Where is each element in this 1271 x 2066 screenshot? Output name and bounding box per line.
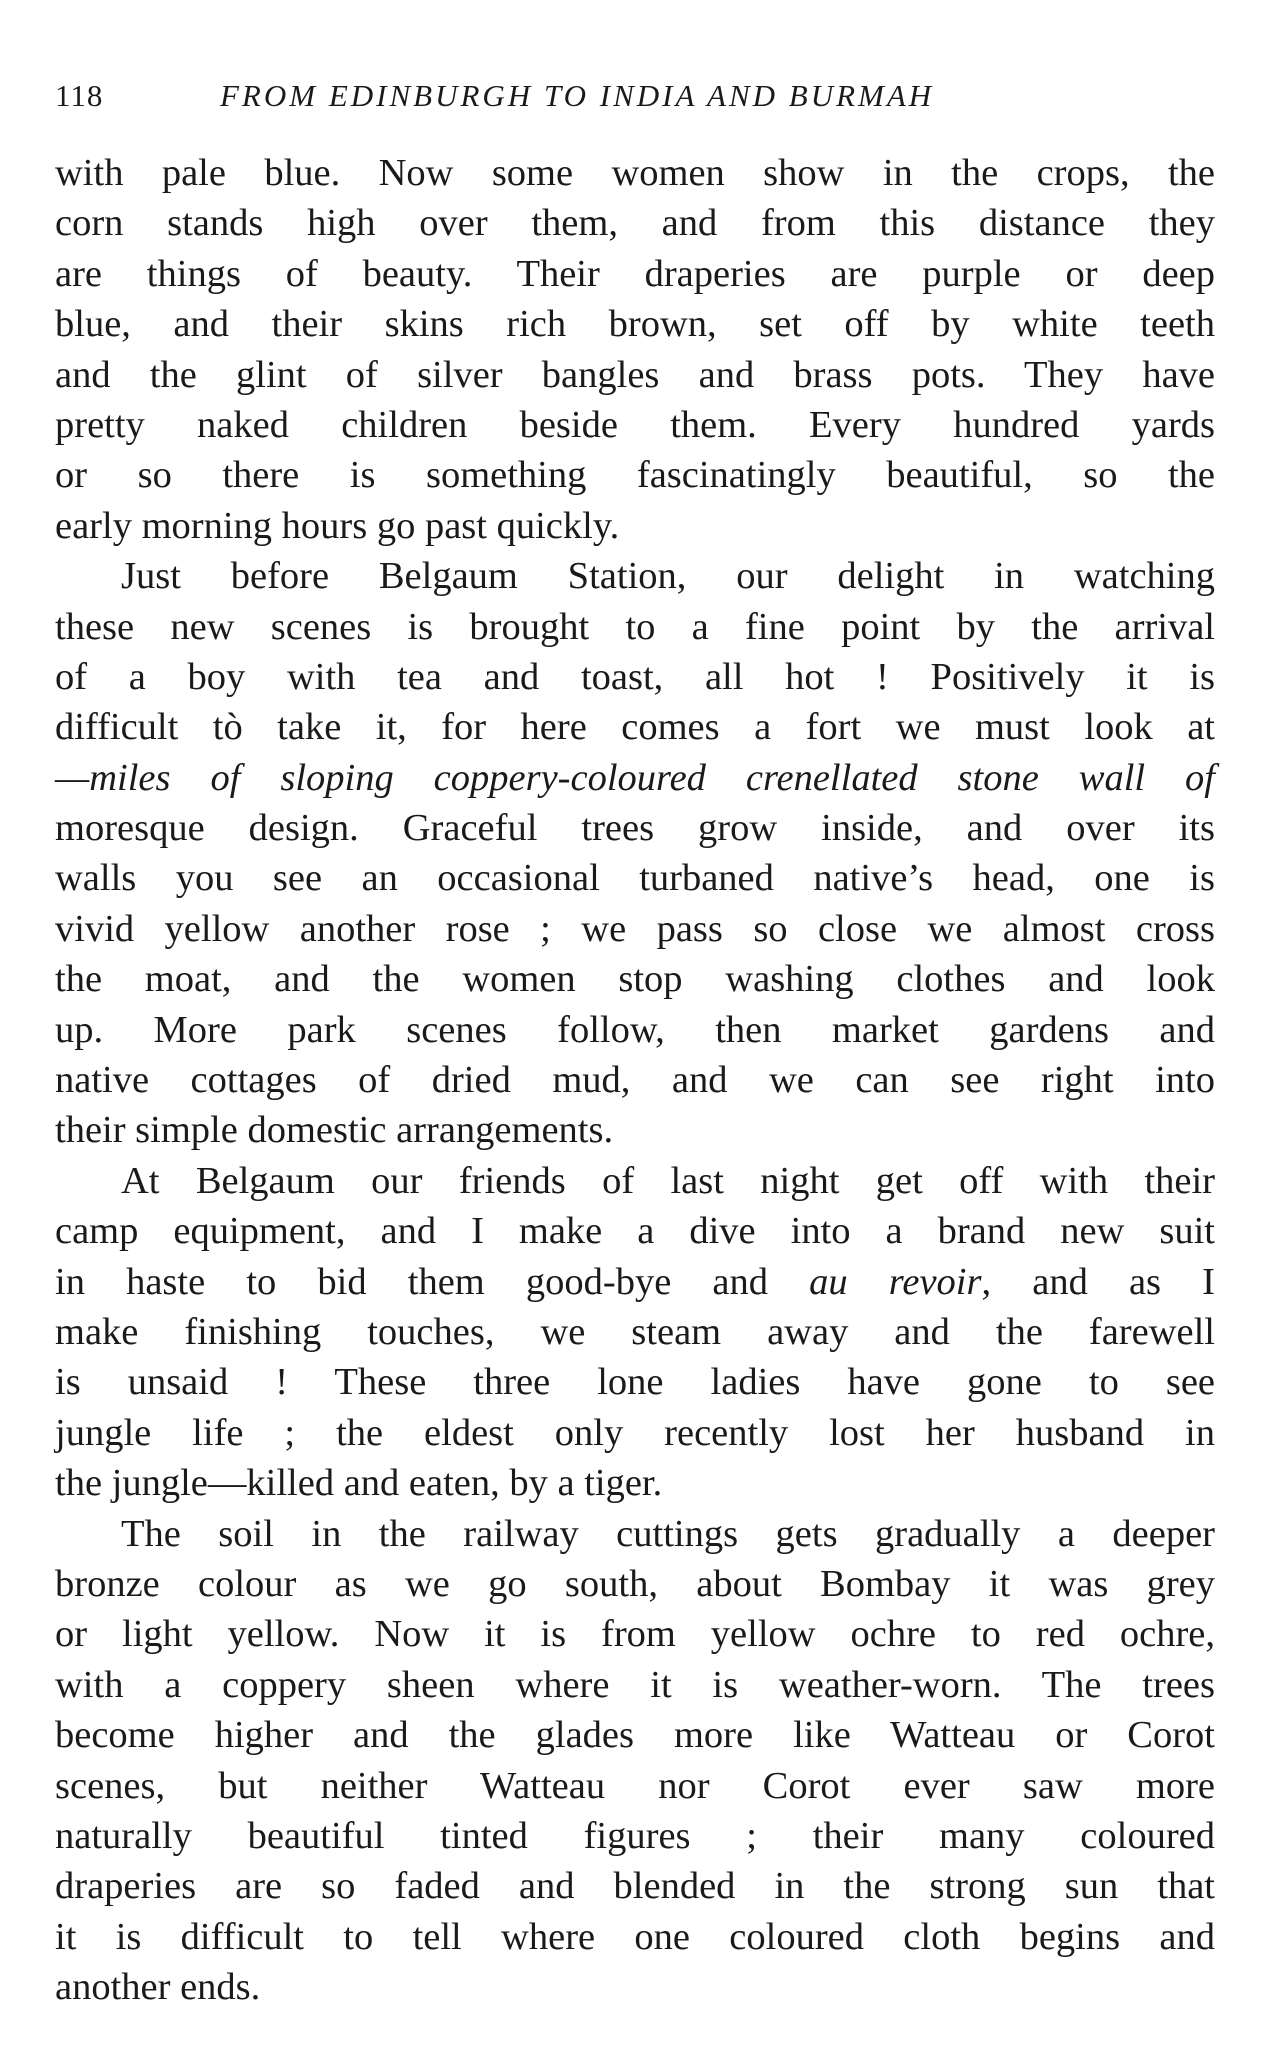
text-line-with-italic xyxy=(55,1257,1215,1307)
text-line: it is difficult to tell where one coloured cloth begins and xyxy=(55,1915,1215,1958)
text-line: with pale blue. Now some women show in the crops, the xyxy=(55,152,1215,194)
text-line: At Belgaum our friends of last night get off with their xyxy=(121,1159,1215,1202)
text-line: pretty naked children beside them. Every hundred yards xyxy=(55,403,1215,446)
text-line: another ends. xyxy=(55,1966,261,2009)
page-number: 118 xyxy=(55,78,104,113)
text-line: native cottages of dried mud, and we can see right into xyxy=(55,1059,1215,1102)
text-line: is unsaid ! These three lone ladies have gone to see xyxy=(55,1361,1215,1404)
running-head xyxy=(55,78,1215,118)
text-line: moresque design. Graceful trees grow inside, and over its xyxy=(55,807,1215,850)
text-line: bronze colour as we go south, about Bombay it was grey xyxy=(55,1562,1215,1605)
text-line: walls you see an occasional turbaned native’s head, one is xyxy=(55,857,1215,900)
italic-phrase: au revoir xyxy=(809,1260,982,1303)
text-line: up. More park scenes follow, then market gardens and xyxy=(55,1008,1215,1051)
text-line: naturally beautiful tinted figures ; their many coloured xyxy=(55,1814,1215,1857)
running-title: FROM EDINBURGH TO INDIA AND BURMAH xyxy=(220,78,935,113)
paragraph-2 xyxy=(55,551,1215,1156)
text-line: make finishing touches, we steam away and the farewell xyxy=(55,1310,1215,1353)
text-line: jungle life ; the eldest only recently lost her husband in xyxy=(55,1411,1215,1454)
text-line: of a boy with tea and toast, all hot ! Positively it is xyxy=(55,655,1215,698)
book-page xyxy=(55,78,1215,2012)
text-line: and the glint of silver bangles and brass pots. They have xyxy=(55,353,1215,396)
text-line: these new scenes is brought to a fine point by the arrival xyxy=(55,605,1215,648)
paragraph-3 xyxy=(55,1156,1215,1509)
body-text xyxy=(55,148,1215,2012)
text-line: scenes, but neither Watteau nor Corot ever saw more xyxy=(55,1764,1215,1807)
text-line: camp equipment, and I make a dive into a brand new suit xyxy=(55,1210,1215,1253)
text-line: Just before Belgaum Station, our delight in watching xyxy=(121,555,1215,598)
text-line: blue, and their skins rich brown, set off by white teeth xyxy=(55,303,1215,346)
text-line: are things of beauty. Their draperies are purple or deep xyxy=(55,252,1215,295)
text-line: vivid yellow another rose ; we pass so close we almost cross xyxy=(55,907,1215,950)
text-line: their simple domestic arrangements. xyxy=(55,1109,614,1152)
text-fragment: in haste to bid them good-bye and xyxy=(55,1260,810,1303)
text-line: corn stands high over them, and from this distance they xyxy=(55,202,1215,245)
text-line: or so there is something fascinatingly beautiful, so the xyxy=(55,454,1215,497)
text-line: difficult tò take it, for here comes a fort we must look at xyxy=(55,706,1215,749)
text-line: draperies are so faded and blended in the strong sun that xyxy=(55,1865,1215,1908)
text-line: —miles of sloping coppery-coloured crenellated stone wall of xyxy=(55,756,1215,799)
text-line: the jungle—killed and eaten, by a tiger. xyxy=(55,1462,663,1505)
text-line: or light yellow. Now it is from yellow ochre to red ochre, xyxy=(55,1613,1215,1656)
text-fragment: , and as I xyxy=(981,1260,1215,1303)
text-line: with a coppery sheen where it is weather-worn. The trees xyxy=(55,1663,1215,1706)
text-line: the moat, and the women stop washing clothes and look xyxy=(55,958,1215,1001)
text-line: early morning hours go past quickly. xyxy=(55,504,620,547)
paragraph-1 xyxy=(55,148,1215,551)
paragraph-4 xyxy=(55,1509,1215,2013)
text-line: become higher and the glades more like Watteau or Corot xyxy=(55,1714,1215,1757)
text-line: The soil in the railway cuttings gets gradually a deeper xyxy=(121,1512,1215,1555)
